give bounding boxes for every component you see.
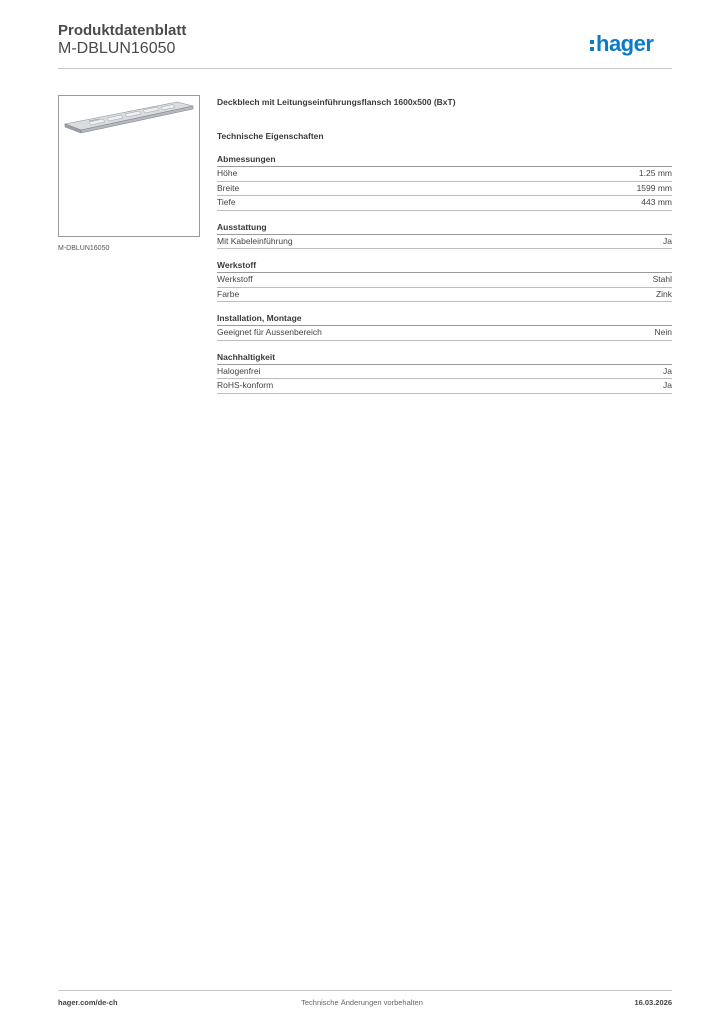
property-row bbox=[217, 196, 672, 211]
group-abmessungen bbox=[217, 153, 672, 211]
property-row bbox=[217, 182, 672, 197]
footer-date: 16.03.2026 bbox=[634, 998, 672, 1007]
property-label: Halogenfrei bbox=[217, 365, 261, 376]
property-label: Geeignet für Aussenbereich bbox=[217, 327, 322, 337]
group-ausstattung bbox=[217, 221, 672, 250]
product-code: M-DBLUN16050 bbox=[58, 40, 176, 57]
section-heading: Technische Eigenschaften bbox=[217, 131, 324, 141]
property-row bbox=[217, 288, 672, 303]
property-row bbox=[217, 235, 672, 250]
cover-plate-illustration bbox=[59, 96, 199, 236]
property-label: Höhe bbox=[217, 168, 238, 178]
property-row bbox=[217, 326, 672, 341]
footer-notice: Technische Änderungen vorbehalten bbox=[301, 998, 423, 1007]
product-description: Deckblech mit Leitungseinführungsflansch 1600x500 (BxT) bbox=[217, 97, 456, 107]
product-details bbox=[217, 95, 672, 394]
footer-divider bbox=[58, 990, 672, 991]
property-label: Farbe bbox=[217, 288, 240, 299]
property-row bbox=[217, 273, 672, 288]
image-caption: M-DBLUN16050 bbox=[58, 245, 110, 252]
property-value: 443 mm bbox=[641, 197, 672, 207]
group-title: Ausstattung bbox=[217, 221, 672, 235]
property-value: 1.25 mm bbox=[638, 168, 672, 178]
property-value: 1599 mm bbox=[636, 182, 672, 193]
document-title: Produktdatenblatt bbox=[58, 22, 187, 39]
property-value: Ja bbox=[663, 235, 672, 246]
group-title: Abmessungen bbox=[217, 153, 672, 167]
group-title: Werkstoff bbox=[217, 259, 672, 273]
hager-logo bbox=[590, 28, 672, 56]
svg-text:hager: hager bbox=[596, 31, 654, 56]
property-value: Zink bbox=[655, 288, 672, 299]
property-row bbox=[217, 379, 672, 394]
property-label: Mit Kabeleinführung bbox=[217, 235, 293, 246]
property-row bbox=[217, 365, 672, 380]
group-title: Installation, Montage bbox=[217, 312, 672, 326]
footer-website: hager.com/de-ch bbox=[58, 998, 118, 1007]
property-label: Breite bbox=[217, 182, 240, 193]
group-title: Nachhaltigkeit bbox=[217, 351, 672, 365]
property-value: Ja bbox=[663, 365, 672, 376]
property-label: RoHS-konform bbox=[217, 380, 274, 390]
property-row bbox=[217, 167, 672, 182]
property-value: Nein bbox=[654, 327, 672, 337]
property-label: Tiefe bbox=[217, 197, 236, 207]
property-value: Stahl bbox=[652, 274, 672, 284]
document-header bbox=[58, 20, 672, 70]
header-divider bbox=[58, 68, 672, 69]
group-nachhaltigkeit bbox=[217, 351, 672, 394]
group-installation-montage bbox=[217, 312, 672, 341]
property-value: Ja bbox=[663, 380, 672, 390]
product-image bbox=[58, 95, 200, 237]
group-werkstoff bbox=[217, 259, 672, 302]
property-label: Werkstoff bbox=[217, 274, 253, 284]
